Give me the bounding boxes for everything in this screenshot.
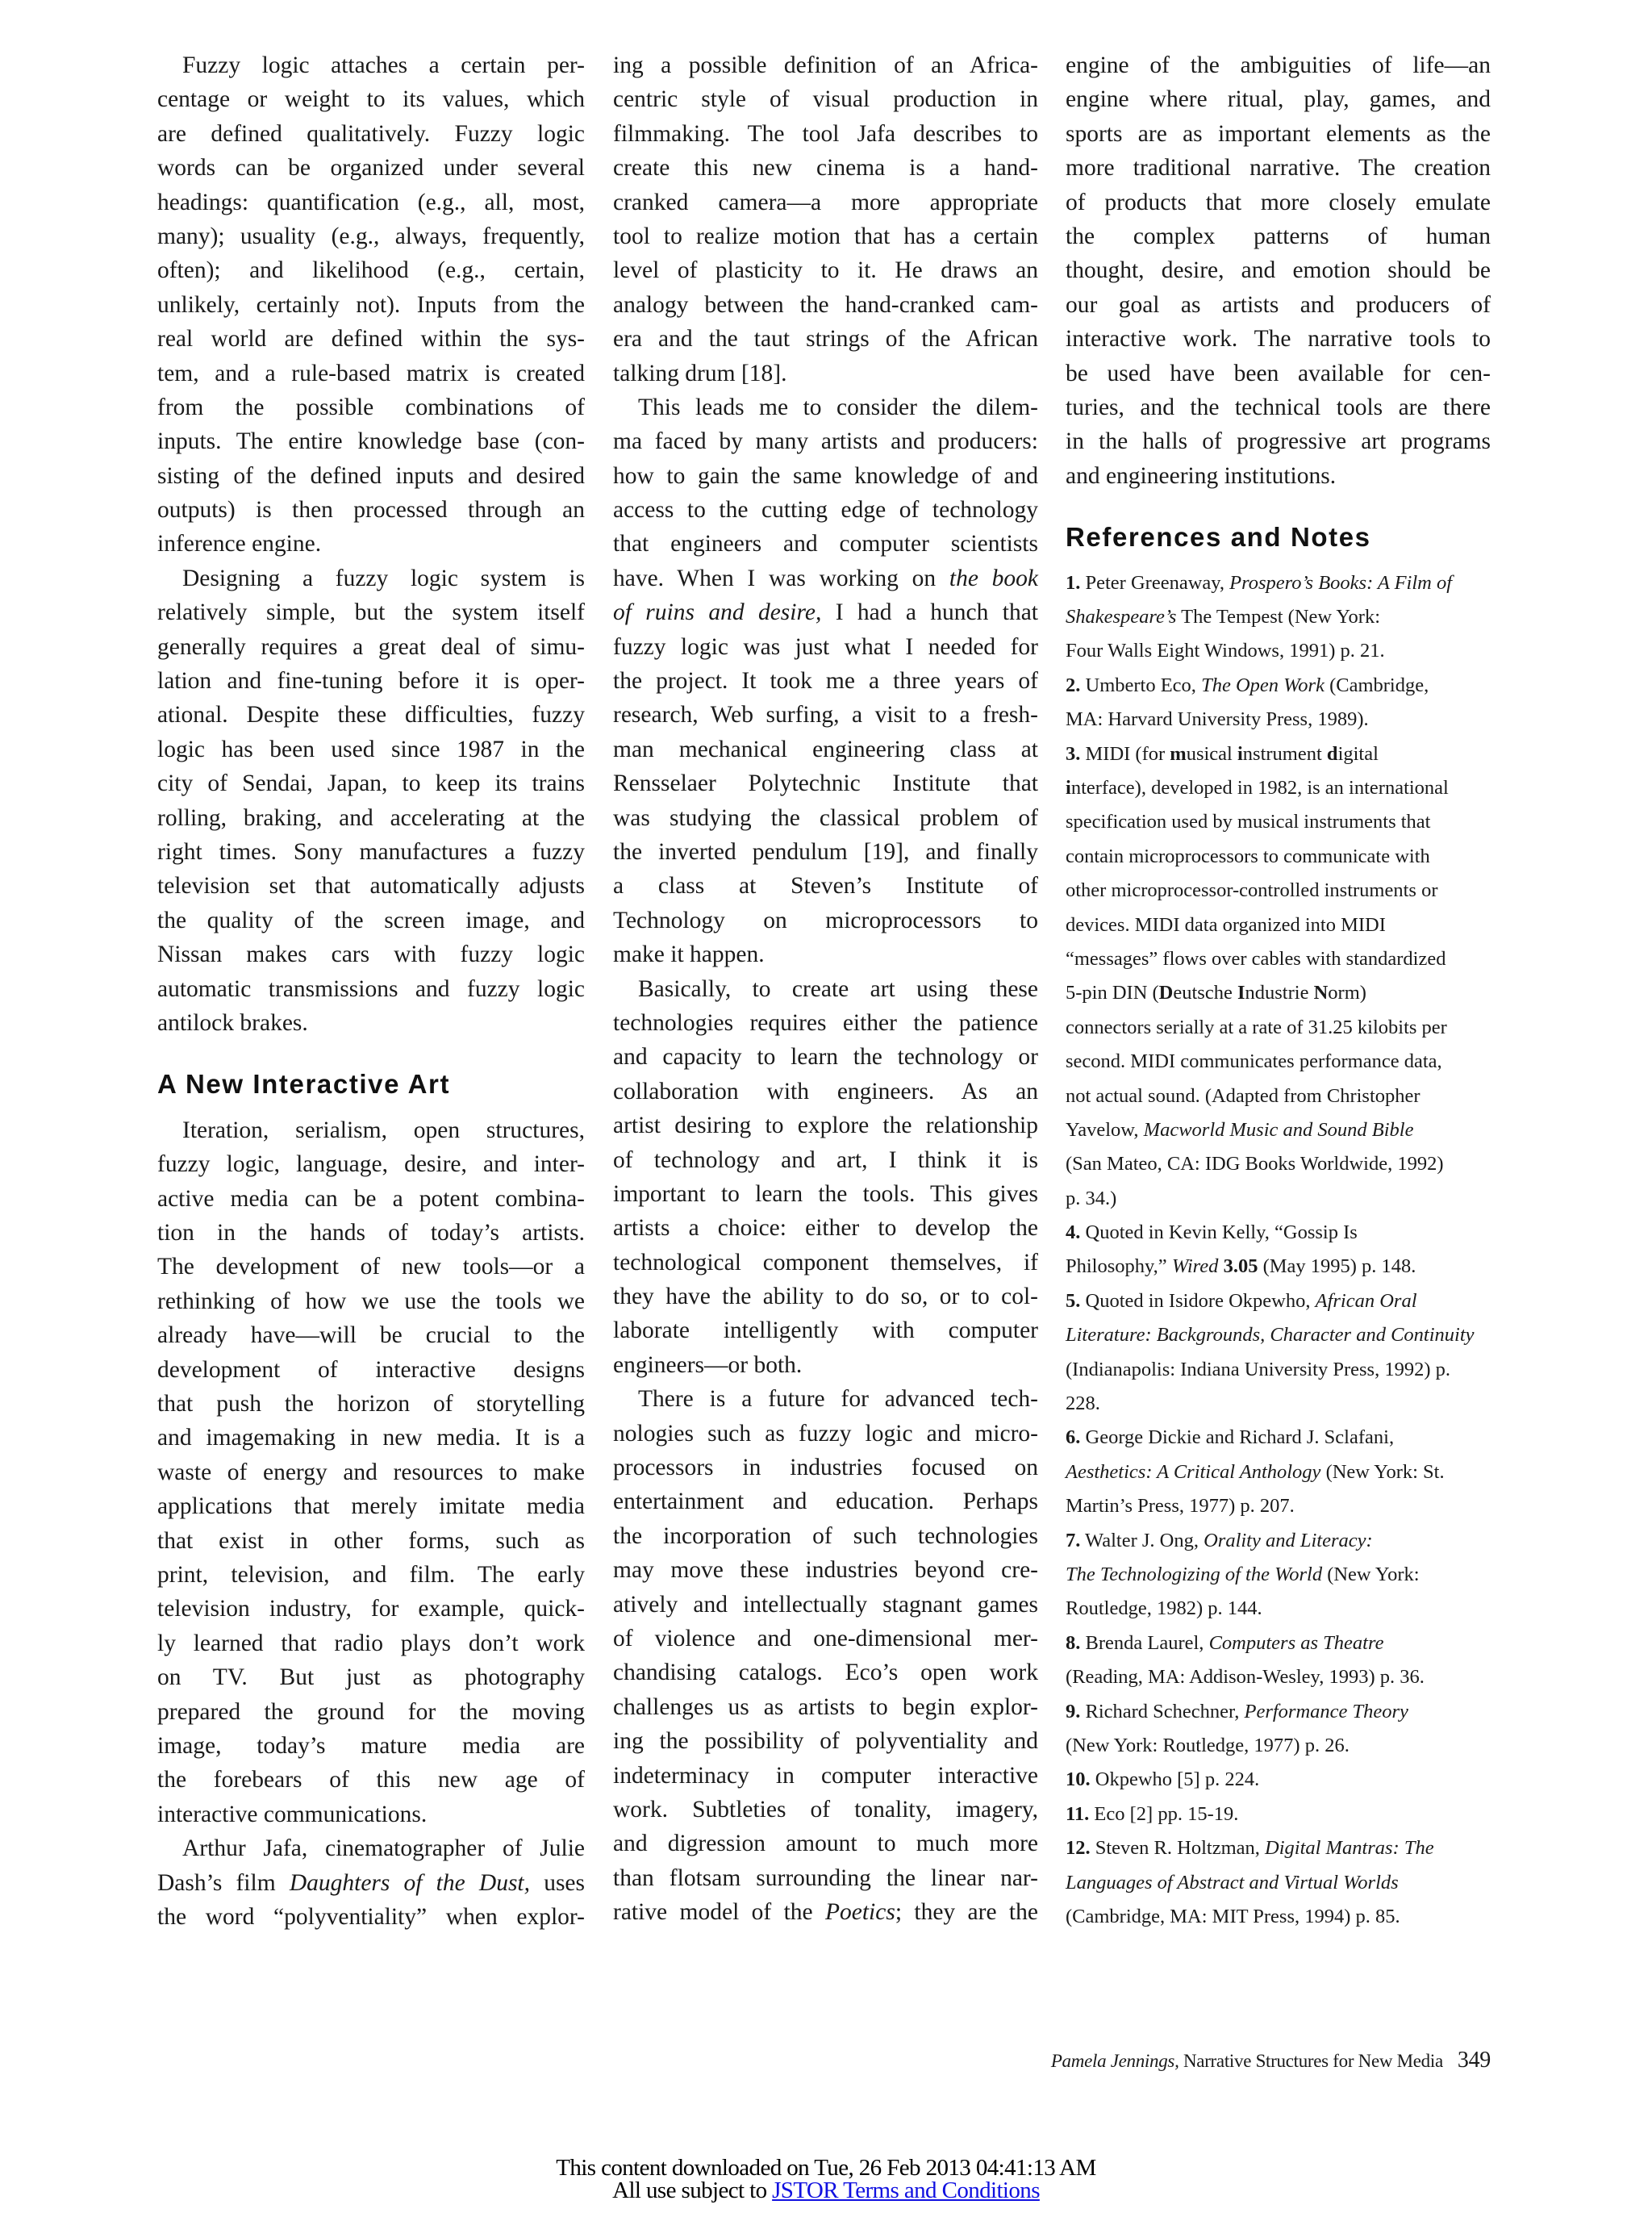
text-line: development of interactive designs [157, 1356, 585, 1383]
text-line: Dash’s film Daughters of the Dust, uses [157, 1869, 585, 1896]
text-line: challenges us as artists to begin explor- [613, 1693, 1038, 1720]
text-line: tem, and a rule-based matrix is created [157, 360, 585, 386]
jstor-notice [0, 2157, 1652, 2202]
text-line: prepared the ground for the moving [157, 1698, 585, 1725]
text-line: of ruins and desire, I had a hunch that [613, 599, 1038, 626]
text-line: talking drum [18]. [613, 360, 787, 386]
text-line: thought, desire, and emotion should be [1066, 257, 1491, 284]
reference-line: Aesthetics: A Critical Anthology (New York: St. [1066, 1460, 1445, 1483]
text-line: ational. Despite these difficulties, fuzzy [157, 702, 585, 729]
paragraph [613, 1382, 1038, 1929]
reference-line: MA: Harvard University Press, 1989). [1066, 708, 1369, 731]
reference-line: 1. Peter Greenaway, Prospero’s Books: A Film of [1066, 571, 1453, 594]
text-line: important to learn the tools. This gives [613, 1180, 1038, 1207]
text-line: applications that merely imitate media [157, 1493, 585, 1520]
paragraph [157, 1113, 585, 1831]
text-line: This leads me to consider the dilem- [638, 394, 1038, 420]
text-line: the inverted pendulum [19], and finally [613, 838, 1038, 865]
text-line: engine of the ambiguities of life—an [1066, 52, 1491, 78]
text-line: processors in industries focused on [613, 1455, 1038, 1481]
text-line: the quality of the screen image, and [157, 907, 585, 933]
reference-line [1066, 1866, 1491, 1900]
references-list [1066, 566, 1491, 1935]
text-line: print, television, and film. The early [157, 1562, 585, 1588]
text-line: words can be organized under several [157, 155, 585, 182]
reference-line: devices. MIDI data organized into MIDI [1066, 913, 1386, 936]
reference-line: 11. Eco [2] pp. 15-19. [1066, 1802, 1239, 1825]
text-line: many); usuality (e.g., always, frequently, [157, 223, 585, 249]
text-line: already have—will be crucial to the [157, 1322, 585, 1349]
paragraph [1066, 48, 1491, 493]
reference-line: specification used by musical instruments that [1066, 811, 1431, 833]
text-line: that engineers and computer scientists [613, 531, 1038, 557]
text-line: ma faced by many artists and producers: [613, 428, 1038, 455]
italic-text: Languages of Abstract and Virtual Worlds [1066, 1871, 1399, 1894]
text-line: antilock brakes. [157, 1009, 308, 1036]
text-line: the forebears of this new age of [157, 1767, 585, 1793]
reference-line: connectors serially at a rate of 31.25 kilobits per [1066, 1016, 1447, 1038]
text-line: There is a future for advanced tech- [638, 1386, 1038, 1413]
text-line: generally requires a great deal of simu- [157, 633, 585, 660]
text-line: automatic transmissions and fuzzy logic [157, 975, 585, 1002]
reference-line: 12. Steven R. Holtzman, Digital Mantras: The [1066, 1837, 1434, 1860]
bold-text: D [1158, 982, 1174, 1004]
reference-line: 5-pin DIN (Deutsche Industrie Norm) [1066, 982, 1366, 1004]
bold-text: m [1170, 742, 1187, 765]
text-line: from the possible combinations of [157, 394, 585, 420]
text-line: entertainment and education. Perhaps [613, 1489, 1038, 1515]
download-notice: This content downloaded on Tue, 26 Feb 2013 04:41:13 AM [556, 2155, 1096, 2181]
text-line: on TV. But just as photography [157, 1664, 585, 1691]
text-line: sisting of the defined inputs and desired [157, 462, 585, 489]
text-column-1 [157, 48, 585, 1934]
text-line: create this new cinema is a hand- [613, 155, 1038, 182]
text-line: artists a choice: either to develop the [613, 1215, 1038, 1242]
bold-text: 11. [1066, 1802, 1090, 1825]
reference-line: Four Walls Eight Windows, 1991) p. 21. [1066, 640, 1385, 662]
text-line: cranked camera—a more appropriate [613, 189, 1038, 215]
text-line: Arthur Jafa, cinematographer of Julie [182, 1835, 585, 1862]
text-line: that push the horizon of storytelling [157, 1391, 585, 1418]
section-heading: References and Notes [1066, 522, 1371, 553]
text-line: turies, and the technical tools are there [1066, 394, 1491, 420]
text-line: inference engine. [157, 531, 322, 557]
text-line: fuzzy logic was just what I needed for [613, 633, 1038, 660]
text-line: artist desiring to explore the relationship [613, 1113, 1038, 1139]
jstor-terms-link[interactable]: JSTOR Terms and Conditions [772, 2177, 1040, 2203]
reference-line: contain microprocessors to communicate with [1066, 845, 1430, 867]
text-line: of violence and one-dimensional mer- [613, 1625, 1038, 1651]
text-line: than flotsam surrounding the linear nar- [613, 1864, 1038, 1891]
text-line: lation and fine-tuning before it is oper- [157, 668, 585, 695]
text-line: sports are as important elements as the [1066, 120, 1491, 147]
italic-text: of ruins and desire, [613, 599, 822, 626]
bold-text: 6. [1066, 1426, 1081, 1449]
text-line: real world are defined within the sys- [157, 326, 585, 353]
footer-author: Pamela Jennings, [1050, 2051, 1179, 2071]
text-line: nologies such as fuzzy logic and micro- [613, 1420, 1038, 1447]
paragraph [157, 1831, 585, 1934]
paragraph [613, 48, 1038, 390]
italic-text: the book [949, 565, 1038, 591]
reference-line: second. MIDI communicates performance data, [1066, 1050, 1442, 1073]
text-line: the word “polyventiality” when explor- [157, 1903, 585, 1930]
reference-line: p. 34.) [1066, 1187, 1117, 1209]
text-line: ing the possibility of polyventiality and [613, 1728, 1038, 1755]
reference-line: (Cambridge, MA: MIT Press, 1994) p. 85. [1066, 1905, 1400, 1927]
text-column-3 [1066, 48, 1491, 1934]
text-line: technological component themselves, if [613, 1249, 1038, 1276]
text-line: research, Web surfing, a visit to a fresh- [613, 702, 1038, 729]
text-line: The development of new tools—or a [157, 1254, 585, 1280]
text-line: be used have been available for cen- [1066, 360, 1491, 386]
reference-line: 5. Quoted in Isidore Okpewho, African Oral [1066, 1289, 1417, 1312]
text-line: ly learned that radio plays don’t work [157, 1630, 585, 1656]
text-line: television set that automatically adjusts [157, 873, 585, 900]
text-line: engine where ritual, play, games, and [1066, 86, 1491, 113]
text-line: Designing a fuzzy logic system is [182, 565, 585, 591]
text-line: tion in the hands of today’s artists. [157, 1220, 585, 1246]
text-line: tool to realize motion that has a certain [613, 223, 1038, 249]
page-number: 349 [1457, 2048, 1491, 2073]
reference-line: interface), developed in 1982, is an international [1066, 777, 1449, 800]
text-line: inputs. The entire knowledge base (con- [157, 428, 585, 455]
text-line: how to gain the same knowledge of and [613, 462, 1038, 489]
bold-text: I [1237, 982, 1245, 1004]
text-line: engineers—or both. [613, 1351, 803, 1378]
text-line: rethinking of how we use the tools we [157, 1288, 585, 1314]
paragraph [613, 972, 1038, 1383]
text-line: interactive work. The narrative tools to [1066, 326, 1491, 353]
text-line: rolling, braking, and accelerating at the [157, 804, 585, 831]
italic-text: Computers as Theatre [1208, 1631, 1384, 1654]
reference-line: (Reading, MA: Addison-Wesley, 1993) p. 36. [1066, 1666, 1425, 1689]
bold-text: N [1313, 982, 1329, 1004]
text-line: image, today’s mature media are [157, 1732, 585, 1759]
bold-text: 2. [1066, 674, 1081, 696]
paragraph [613, 390, 1038, 972]
text-line: in the halls of progressive art programs [1066, 428, 1491, 455]
reference-line: 228. [1066, 1392, 1100, 1415]
reference-line: (Indianapolis: Indiana University Press, 1992) p. [1066, 1358, 1450, 1380]
text-line: filmmaking. The tool Jafa describes to [613, 120, 1038, 147]
reference-line: 3. MIDI (for musical instrument digital [1066, 742, 1379, 765]
text-line: the complex patterns of human [1066, 223, 1491, 249]
text-line: more traditional narrative. The creation [1066, 155, 1491, 182]
bold-text: 3.05 [1223, 1255, 1258, 1278]
text-line: era and the taut strings of the African [613, 326, 1038, 353]
reference-line: Martin’s Press, 1977) p. 207. [1066, 1495, 1295, 1518]
bold-text: 5. [1066, 1289, 1081, 1312]
text-line: of technology and art, I think it is [613, 1146, 1038, 1173]
text-line: Nissan makes cars with fuzzy logic [157, 942, 585, 968]
text-line: access to the cutting edge of technology [613, 497, 1038, 524]
text-line: indeterminacy in computer interactive [613, 1762, 1038, 1789]
text-line: analogy between the hand-cranked cam- [613, 291, 1038, 318]
text-line: atively and intellectually stagnant games [613, 1591, 1038, 1618]
italic-text: Aesthetics: A Critical Anthology [1066, 1460, 1321, 1483]
text-line: unlikely, certainly not). Inputs from the [157, 291, 585, 318]
text-line: the incorporation of such technologies [613, 1522, 1038, 1549]
text-line: of products that more closely emulate [1066, 189, 1491, 215]
text-line: Basically, to create art using these [638, 975, 1038, 1002]
bold-text: 12. [1066, 1837, 1091, 1860]
text-line: rative model of the Poetics; they are the [613, 1899, 1038, 1926]
reference-line: 9. Richard Schechner, Performance Theory [1066, 1700, 1408, 1722]
italic-text: Daughters of the Dust, [289, 1869, 531, 1896]
text-line: technologies requires either the patience [613, 1009, 1038, 1036]
footer-title: Narrative Structures for New Media [1179, 2051, 1443, 2071]
italic-text: Literature: Backgrounds, Character and Continuity [1066, 1324, 1475, 1347]
reference-line: not actual sound. (Adapted from Christopher [1066, 1084, 1420, 1107]
bold-text: 10. [1066, 1768, 1091, 1791]
reference-line: Yavelow, Macworld Music and Sound Bible [1066, 1118, 1414, 1141]
running-footer [1051, 2048, 1491, 2073]
reference-line: 10. Okpewho [5] p. 224. [1066, 1768, 1260, 1791]
italic-text: Digital Mantras: The [1265, 1837, 1434, 1860]
reference-line: 2. Umberto Eco, The Open Work (Cambridge, [1066, 674, 1429, 696]
italic-text: Macworld Music and Sound Bible [1143, 1118, 1414, 1141]
text-line: collaboration with engineers. As an [613, 1078, 1038, 1104]
paragraph [157, 48, 585, 562]
reference-line: “messages” flows over cables with standardized [1066, 947, 1446, 970]
italic-text: Shakespeare’s [1066, 606, 1177, 628]
terms-prefix: All use subject to [612, 2177, 773, 2203]
text-line: and imagemaking in new media. It is a [157, 1425, 585, 1451]
text-line: centage or weight to its values, which [157, 86, 585, 113]
text-line: headings: quantification (e.g., all, most, [157, 189, 585, 215]
reference-line: other microprocessor-controlled instruments or [1066, 879, 1438, 902]
bold-text: 9. [1066, 1700, 1081, 1722]
text-line: was studying the classical problem of [613, 804, 1038, 831]
text-line: and engineering institutions. [1066, 462, 1337, 489]
reference-line: 8. Brenda Laurel, Computers as Theatre [1066, 1631, 1384, 1654]
italic-text: The Open Work [1201, 674, 1325, 696]
bold-text: 1. [1066, 571, 1081, 594]
text-line: centric style of visual production in [613, 86, 1038, 113]
italic-text: African Oral [1315, 1289, 1417, 1312]
text-line: level of plasticity to it. He draws an [613, 257, 1038, 284]
text-line: make it happen. [613, 942, 765, 968]
terms-line [0, 2179, 1652, 2202]
reference-line: Routledge, 1982) p. 144. [1066, 1597, 1262, 1620]
text-line: city of Sendai, Japan, to keep its trains [157, 770, 585, 797]
italic-text: Orality and Literacy: [1204, 1529, 1373, 1551]
text-line: are defined qualitatively. Fuzzy logic [157, 120, 585, 147]
italic-text: Performance Theory [1244, 1700, 1408, 1722]
text-line: Iteration, serialism, open structures, [182, 1117, 585, 1143]
text-line: right times. Sony manufactures a fuzzy [157, 838, 585, 865]
bold-text: 8. [1066, 1631, 1081, 1654]
section-heading: A New Interactive Art [157, 1069, 451, 1100]
reference-line: (New York: Routledge, 1977) p. 26. [1066, 1734, 1350, 1756]
italic-text: Poetics [824, 1899, 895, 1926]
text-line: fuzzy logic, language, desire, and inter- [157, 1151, 585, 1178]
text-line: waste of energy and resources to make [157, 1459, 585, 1485]
text-line: and digression amount to much more [613, 1831, 1038, 1857]
text-line: they have the ability to do so, or to col- [613, 1284, 1038, 1310]
text-line: Technology on microprocessors to [613, 907, 1038, 933]
bold-text: 4. [1066, 1221, 1081, 1244]
reference-line: 4. Quoted in Kevin Kelly, “Gossip Is [1066, 1221, 1358, 1244]
reference-line: (San Mateo, CA: IDG Books Worldwide, 1992) [1066, 1153, 1444, 1175]
text-column-2 [613, 48, 1038, 1929]
text-line: logic has been used since 1987 in the [157, 736, 585, 762]
text-line: have. When I was working on the book [613, 565, 1038, 591]
text-line: relatively simple, but the system itself [157, 599, 585, 626]
reference-line: 7. Walter J. Ong, Orality and Literacy: [1066, 1529, 1373, 1551]
bold-text: 7. [1066, 1529, 1081, 1551]
bold-text: i [1237, 742, 1243, 765]
text-line: interactive communications. [157, 1801, 428, 1827]
text-line: and capacity to learn the technology or [613, 1044, 1038, 1071]
text-line: the project. It took me a three years of [613, 668, 1038, 695]
text-line: outputs) is then processed through an [157, 497, 585, 524]
reference-line: Shakespeare’s The Tempest (New York: [1066, 606, 1381, 628]
reference-line: The Technologizing of the World (New York: [1066, 1564, 1420, 1585]
text-line: work. Subtleties of tonality, imagery, [613, 1796, 1038, 1823]
text-line: television industry, for example, quick- [157, 1596, 585, 1622]
reference-line [1066, 1318, 1491, 1352]
text-line: often); and likelihood (e.g., certain, [157, 257, 585, 284]
text-line: chandising catalogs. Eco’s open work [613, 1660, 1038, 1686]
text-line: our goal as artists and producers of [1066, 291, 1491, 318]
reference-line: 6. George Dickie and Richard J. Sclafani, [1066, 1426, 1395, 1449]
italic-text: The Technologizing of the World [1066, 1564, 1323, 1585]
bold-text: d [1326, 742, 1338, 765]
italic-text: Prospero’s Books: A Film of [1229, 571, 1453, 594]
text-line: ing a possible definition of an Africa- [613, 52, 1038, 78]
text-line: that exist in other forms, such as [157, 1527, 585, 1554]
text-line: active media can be a potent combina- [157, 1185, 585, 1212]
text-line: Rensselaer Polytechnic Institute that [613, 770, 1038, 797]
reference-line: Philosophy,” Wired 3.05 (May 1995) p. 148. [1066, 1255, 1416, 1278]
text-line: laborate intelligently with computer [613, 1317, 1038, 1344]
bold-text: i [1066, 777, 1071, 800]
paragraph [157, 562, 585, 1040]
text-line: a class at Steven’s Institute of [613, 873, 1038, 900]
italic-text: Wired [1171, 1255, 1219, 1278]
text-line: man mechanical engineering class at [613, 736, 1038, 762]
text-line: may move these industries beyond cre- [613, 1557, 1038, 1584]
text-line: Fuzzy logic attaches a certain per- [182, 52, 585, 78]
bold-text: 3. [1066, 742, 1081, 765]
